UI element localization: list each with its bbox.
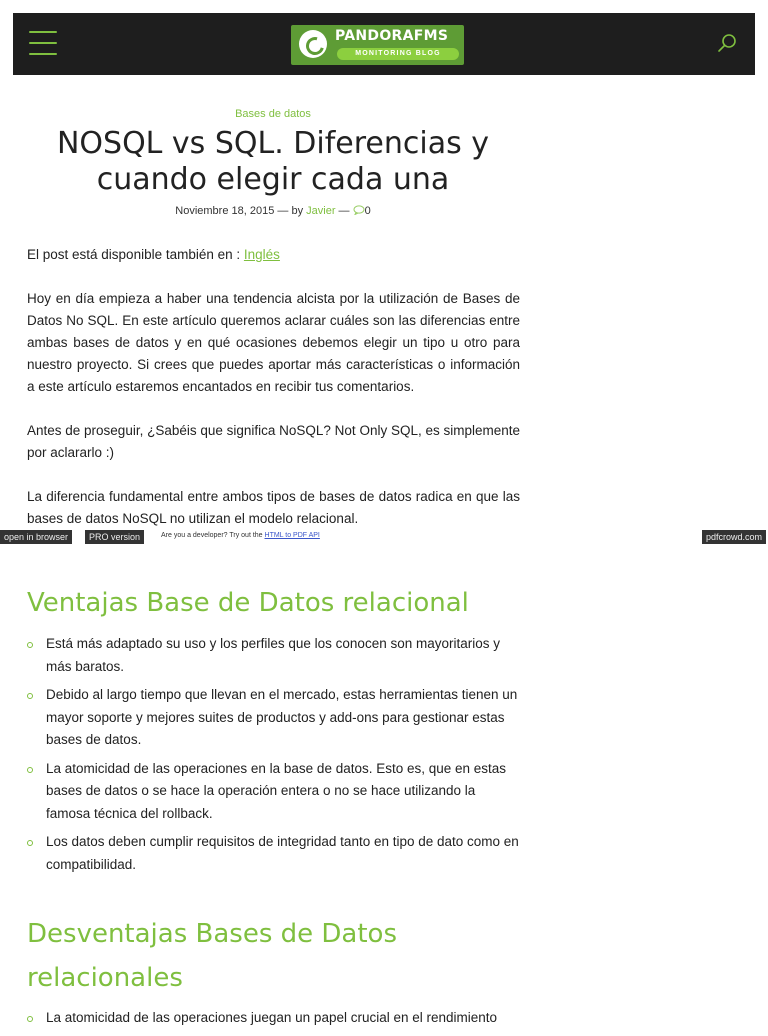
pdfcrowd-footer — [0, 530, 768, 544]
comment-icon[interactable] — [353, 205, 365, 218]
section-heading-desventajas: Desventajas Bases de Datos relacionales — [27, 919, 398, 993]
list-item — [27, 684, 520, 752]
paragraph-text: Antes de proseguir, ¿Sabéis que significa NoSQL? Not Only SQL, es simplemente por aclararlo :) — [27, 423, 521, 460]
list-item — [27, 831, 520, 876]
bullet-icon — [27, 1016, 33, 1022]
list-item — [27, 758, 520, 826]
meta-separator: — — [338, 205, 350, 217]
language-intro: El post está disponible también en : — [27, 247, 241, 262]
list-item-text: Está más adaptado su uso y los perfiles que los conocen son mayoritarios y más baratos. — [46, 636, 500, 674]
list-item-text: La atomicidad de las operaciones juegan un papel crucial en el rendimiento — [46, 1010, 498, 1025]
author-link[interactable]: Javier — [306, 205, 336, 217]
list-item — [27, 1007, 520, 1030]
pro-version-link[interactable]: PRO version — [85, 530, 144, 544]
pdfcrowd-brand-link[interactable]: pdfcrowd.com — [702, 530, 766, 544]
logo-emblem-icon — [299, 30, 327, 58]
comment-count[interactable]: 0 — [364, 205, 371, 217]
bullet-icon — [27, 642, 33, 648]
article-paragraph — [27, 486, 520, 530]
list-item — [27, 633, 520, 678]
list-item-text: Los datos deben cumplir requisitos de integridad tanto en tipo de dato como en compatibilidad. — [46, 834, 519, 872]
article-paragraph — [27, 288, 520, 398]
section-heading-ventajas: Ventajas Base de Datos relacional — [27, 588, 469, 618]
language-note — [27, 244, 520, 266]
ventajas-list — [27, 633, 520, 882]
by-text: — by — [277, 205, 304, 217]
desventajas-list — [27, 1007, 520, 1036]
logo-name: PANDORAFMS — [335, 28, 449, 44]
bullet-icon — [27, 840, 33, 846]
post-date: Noviembre 18, 2015 — [175, 205, 275, 217]
search-icon[interactable] — [715, 31, 739, 55]
open-in-browser-link[interactable]: open in browser — [0, 530, 72, 544]
html-to-pdf-api-link[interactable]: HTML to PDF API — [264, 532, 320, 539]
developer-promo — [161, 532, 320, 539]
bullet-icon — [27, 693, 33, 699]
logo-tagline: MONITORING BLOG — [337, 48, 459, 60]
article-meta — [0, 205, 546, 218]
pandorafms-logo[interactable] — [291, 25, 464, 65]
article-title: NOSQL vs SQL. Diferencias y cuando elegir cada una — [56, 126, 490, 197]
bullet-icon — [27, 767, 33, 773]
article-paragraph — [27, 420, 520, 464]
english-version-link[interactable]: Inglés — [243, 247, 280, 262]
paragraph-text: Hoy en día empieza a haber una tendencia alcista por la utilización de Bases de Datos No SQL. En este artículo queremos aclarar cuáles son las diferencias entre ambas bases de datos y en qué ocasiones debemos elegir un tipo u otro para nuestro proyecto. Si crees que puedes aportar más características o información a este artículo estaremos encantados en recibir tus comentarios. — [27, 291, 520, 394]
list-item-text: La atomicidad de las operaciones en la base de datos. Esto es, que en estas bases de datos o se hace la operación entera o no se hace utilizando la famosa técnica del rollback. — [46, 760, 507, 821]
category-link[interactable]: Bases de datos — [235, 108, 311, 120]
list-item-text: Debido al largo tiempo que llevan en el mercado, estas herramientas tienen un mayor soporte y mejores suites de productos y add-ons para gestionar estas bases de datos. — [46, 687, 518, 747]
hamburger-menu-icon[interactable] — [29, 31, 57, 57]
developer-promo-text: Are you a developer? Try out the — [161, 532, 263, 539]
site-header — [13, 13, 755, 75]
paragraph-text: La diferencia fundamental entre ambos tipos de bases de datos radica en que las bases de datos NoSQL no utilizan el modelo relacional. — [27, 489, 520, 526]
